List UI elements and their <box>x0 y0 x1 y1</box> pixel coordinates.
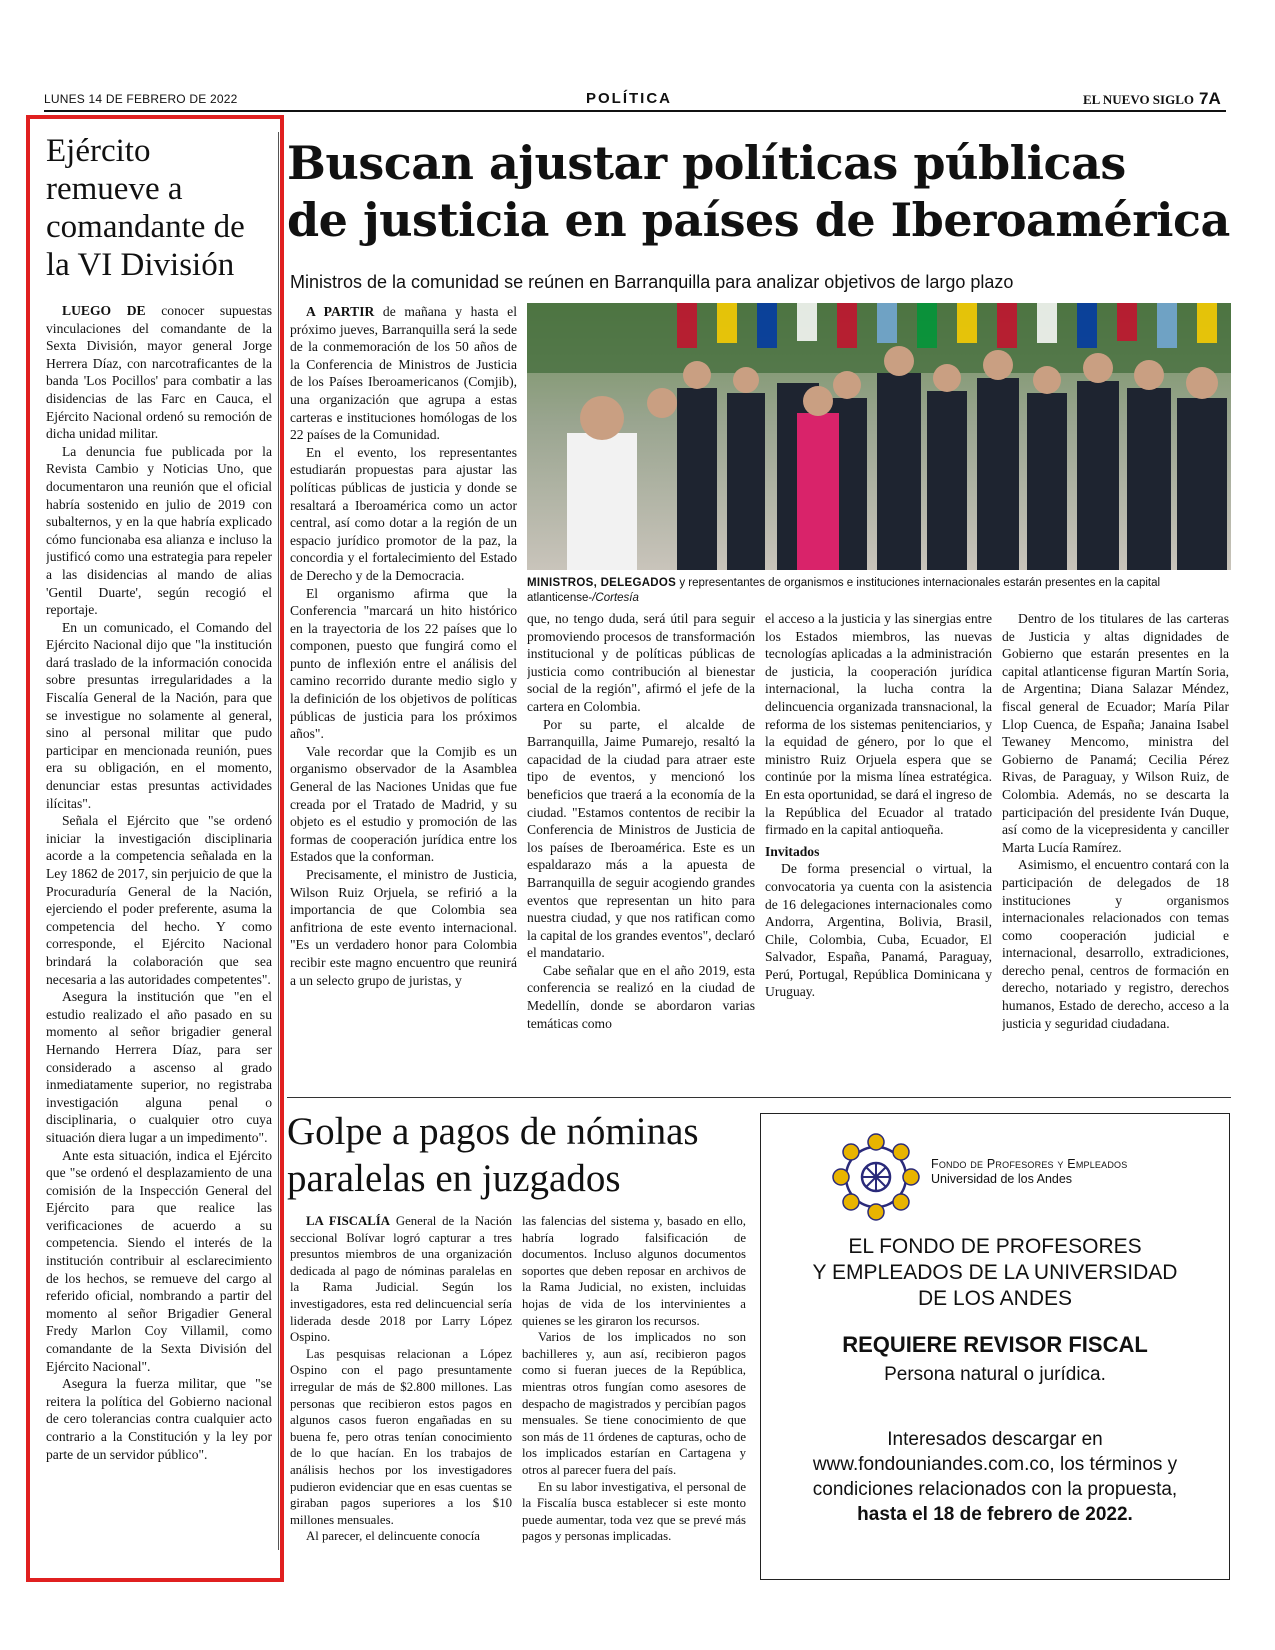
side-story-paragraph: Señala el Ejército que "se ordenó iniciar la investigación disciplinaria acorde a la competencia señalada en la Ley 1862 de 2017, sin perjuicio de que la Procuraduría General de la Nación, ejerciendo el poder preferente, asuma la competencia del hecho. Y como corresponde, el Ejército Nacional brindará la colaboración que sea necesaria a las autoridades competentes". <box>46 813 272 987</box>
advertisement <box>760 1113 1230 1580</box>
ad-info <box>761 1427 1229 1527</box>
paragraph: Vale recordar que la Comjib es un organismo observador de la Asamblea General de las Naciones Unidas que fue creada por el Tratado de Madrid, y su objeto es el estudio y promoción de las formas de cooperación jurídica entre los Estados que la conforman. <box>290 743 517 865</box>
side-story-paragraph: Asegura la institución que "en el estudio realizado el año pasado en su momento al señor brigadier general Hernando Herrera Díaz, para ser considerado a ascenso al grado inmediatamente superior, no registraba investigación alguna penal o disciplinaria, o cualquier otro cuya situación diera lugar a un impedimento". <box>46 989 272 1145</box>
photo-caption <box>527 576 1227 606</box>
fund-logo-icon <box>831 1132 921 1222</box>
ad-title-line: Y EMPLEADOS DE LA UNIVERSIDAD <box>812 1261 1178 1284</box>
side-story-paragraph: Asegura la fuerza militar, que "se reitera la política del Gobierno nacional de cero tolerancias contra cualquier acto contrario a la Constitución y la ley por parte de un servidor público". <box>46 1376 272 1462</box>
caption-lead: MINISTROS, DELEGADOS <box>527 577 677 589</box>
story2-lead: LA FISCALÍA <box>306 1214 391 1228</box>
main-story-column-2 <box>527 610 755 1092</box>
paragraph: Las pesquisas relacionan a López Ospino con el pago presuntamente irregular de más de $2.800 millones. Las personas que recibieron estos pagos en algunos casos fueron engañadas en su buena fe, pero otras tenían conocimiento de lo que hacían. En los trabajos de análisis hechos por los investigadores pudieron evidenciar que en esas cuentas se giraban pagos superiores a los $10 millones mensuales. <box>290 1346 512 1527</box>
column-rule <box>278 132 279 1550</box>
header-rule <box>44 110 1226 112</box>
side-story-paragraph: Ante esta situación, indica el Ejército que "se ordenó el desplazamiento de una comisión de la Inspección General del Ejército para que realice las verificaciones de acuerdo a su competencia. Siendo el interés de la institución contribuir al esclarecimiento de los hechos, se remueve del cargo al referido oficial, nombrando a partir del momento al señor Brigadier General Fredy Marlon Coy Villamil, como comandante de la Sexta División del Ejército Nacional". <box>46 1147 272 1374</box>
paragraph: El organismo afirma que la Conferencia "marcará un hito histórico en la trayectoria de los 22 países que lo componen, puesto que fungirá como el punto de inflexión entre el análisis del camino recorrido durante medio siglo y la definición de los objetivos de políticas públicas de justicia para los próximos años". <box>290 585 517 742</box>
ad-deadline: hasta el 18 de febrero de 2022. <box>857 1504 1133 1525</box>
paragraph: Dentro de los titulares de las carteras de Justicia y altas dignidades de Gobierno que estarán presentes en la capital atlanticense figuran Martín Soria, de Argentina; Diana Salazar Méndez, fiscal general de Ecuador; María Pilar Llop Cuenca, de España; Janaina Isabel Tewaney Mencomo, ministra del Gobierno de Panamá; Cecilia Pérez Rivas, de Paraguay, y Wilson Ruiz, de Colombia. Además, no se descarta la participación del presidente Iván Duque, así como de la vicepresidenta y canciller Marta Lucía Ramírez. <box>1002 611 1229 855</box>
paragraph: Asimismo, el encuentro contará con la participación de delegados de 18 instituciones y organismos internacionales relacionados con temas como cooperación judicial e internacional, desarrollo, extradiciones, derecho penal, centros de formación en derecho, notariado y registro, derechos humanos, Estado de derecho, acceso a la justicia y seguridad ciudadana. <box>1002 857 1229 1031</box>
paragraph: de mañana y hasta el próximo jueves, Barranquilla será la sede de la conmemoración de los 50 años de la Conferencia de Ministros de Justicia de los Países Iberoamericanos (Comjib), una organización que agrupa a estas carteras e instituciones homólogas de los 22 países de la Comunidad. <box>290 304 517 443</box>
university-name: Universidad de los Andes <box>931 1172 1073 1186</box>
photo-credit: /Cortesía <box>592 592 639 604</box>
paragraph: Al parecer, el delincuente conocía <box>306 1529 480 1544</box>
main-story-column-4 <box>1002 610 1229 1092</box>
ad-requirement-detail: Persona natural o jurídica. <box>884 1364 1106 1385</box>
main-headline-line: Buscan ajustar políticas públicas <box>287 136 1126 190</box>
side-story-paragraph: En un comunicado, el Comando del Ejército Nacional dijo que "la institución dará traslado de la información conocida sobre presuntas irregularidades a la Fiscalía General de la Nación, para que se investigue no solamente al general, sino al personal militar que pudo participar en mencionada reunión, pues era su obligación, en el momento, denunciar estas presuntas actividades ilícitas". <box>46 619 272 811</box>
paragraph: que, no tengo duda, será útil para seguir promoviendo procesos de transformación institucional y de políticas públicas de justicia como contribución al bienestar social de la región", afirmó el jefe de la cartera en Colombia. <box>527 611 755 714</box>
ad-info-line: www.fondouniandes.com.co, los términos y <box>812 1454 1178 1475</box>
fund-name: Fondo de Profesores y Empleados <box>931 1157 1128 1171</box>
story2-column-2 <box>522 1213 746 1571</box>
main-story-column-1 <box>290 303 517 1093</box>
ad-title-line: EL FONDO DE PROFESORES <box>848 1235 1142 1258</box>
ad-title-line: DE LOS ANDES <box>917 1287 1073 1310</box>
ad-info-line: Interesados descargar en <box>887 1429 1103 1450</box>
ad-requirement: REQUIERE REVISOR FISCAL <box>842 1332 1148 1357</box>
side-story-body <box>46 302 272 1572</box>
paragraph: Por su parte, el alcalde de Barranquilla, Jaime Pumarejo, resaltó la capacidad de la ciudad para atraer este tipo de eventos, y mencionó los beneficios que traerá a la economía de la ciudad. "Estamos contentos de recibir la Conferencia de Ministros de Justicia de los países de Iberoamérica. Este es un espaldarazo más a la apuesta de Barranquilla de seguir acogiendo grandes eventos que representan un hito para nuestra ciudad, y que nos ratifican como la capital de los grandes eventos", declaró el mandatario. <box>527 716 755 961</box>
main-story-column-3 <box>765 610 992 1092</box>
paragraph: las falencias del sistema y, basado en ello, habría logrado falsificación de documentos. Incluso algunos documentos soportes que deben reposar en archivos de la Rama Judicial, no existen, incluidas hojas de vida de los intervinientes a quienes se les giraron los recursos. <box>522 1214 746 1328</box>
paragraph: En su labor investigativa, el personal de la Fiscalía busca establecer si este monto puede aumentar, toda vez que se prevé más pagos y personas implicadas. <box>522 1479 746 1544</box>
side-story-paragraph: La denuncia fue publicada por la Revista Cambio y Noticias Uno, que documentaron una reunión que el oficial habría sostenido en julio de 2019 con subalternos, y en la que habría explicado cómo funcionaba esa alianza e incluso la justificó como una estrategia para repeler a las disidencias al mando de alias 'Gentil Duarte', según recogió el reportaje. <box>46 443 272 618</box>
paragraph: En el evento, los representantes estudiarán propuestas para ajustar las políticas públicas de justicia y donde se resaltará a Iberoamérica como un actor central, así como dotar a la región de un espacio jurídico promotor de la paz, la concordia y el fortalecimiento del Estado de Derecho y de la Democracia. <box>290 444 517 583</box>
paragraph: Varios de los implicados no son bachilleres y, aun así, recibieron pagos como si fueran jueces de la República, mientras otros fungían como asesores de despacho de magistrados y percibían pagos mensuales. Se tiene conocimiento de que son más de 11 órdenes de capturas, ocho de los implicados estarían en Cartagena y otros al parecer fuera del país. <box>522 1330 746 1477</box>
paragraph: De forma presencial o virtual, la convocatoria ya cuenta con la asistencia de 16 delegaciones internacionales como Andorra, Argentina, Bolivia, Brasil, Chile, Colombia, Cuba, Ecuador, El Salvador, España, Panamá, Paraguay, Perú, Portugal, República Dominicana y Uruguay. <box>765 861 992 1000</box>
newspaper-name: EL NUEVO SIGLO <box>1083 92 1194 107</box>
story2-headline: Golpe a pagos de nóminas paralelas en juzgados <box>287 1110 699 1200</box>
ad-title <box>761 1234 1229 1312</box>
main-headline <box>287 135 1247 249</box>
side-story-headline: Ejército remueve a comandante de la VI División <box>46 133 245 283</box>
side-story-paragraph: conocer supuestas vinculaciones del comandante de la Sexta División, mayor general Jorge Herrera Díaz, con narcotraficantes de la banda 'Los Pocillos' para combatir a las disidencias de las Farc en Cauca, el Ejército Nacional ordenó su remoción de dicha unidad militar. <box>46 303 272 442</box>
section-subhead: Invitados <box>765 843 820 859</box>
main-headline-line: de justicia en países de Iberoamérica <box>287 193 1230 247</box>
page-number: 7A <box>1199 89 1221 108</box>
issue-date: LUNES 14 DE FEBRERO DE 2022 <box>44 92 238 106</box>
main-subheadline: Ministros de la comunidad se reúnen en Barranquilla para analizar objetivos de largo plazo <box>290 272 1014 292</box>
group-photo <box>527 303 1231 570</box>
paragraph: Cabe señalar que en el año 2019, esta conferencia se realizó en la ciudad de Medellín, donde se abordaron varias temáticas como <box>527 962 755 1031</box>
side-story-lead: LUEGO DE <box>62 303 146 318</box>
section-name: POLÍTICA <box>586 90 672 107</box>
ad-info-line: condiciones relacionados con la propuesta, <box>812 1479 1178 1500</box>
story2-column-1 <box>290 1213 512 1571</box>
paragraph: General de la Nación seccional Bolívar logró capturar a tres presuntos miembros de una organización dedicada al pago de nóminas paralelas en la Rama Judicial. Según los investigadores, esta red delincuencial sería liderada desde 2018 por Larry López Ospino. <box>290 1214 512 1345</box>
section-divider <box>287 1097 1231 1098</box>
paragraph: el acceso a la justicia y las sinergias entre los Estados miembros, las nuevas tecnologías aplicadas a la administración de justicia, la cooperación jurídica internacional, la lucha contra la delincuencia organizada transnacional, la reforma de los sistemas penitenciarios, y la equidad de género, por lo que el ministro Ruiz Orjuela espera que se continúe por la misma línea estratégica. En esta oportunidad, se dará el ingreso de la República del Ecuador al tratado firmado en la capital antioqueña. <box>765 611 992 838</box>
main-story-lead: A PARTIR <box>306 304 375 319</box>
caption-text: y representantes de organismos e instituciones internacionales estarán presentes en la capital atlanticense- <box>527 577 1161 604</box>
paragraph: Precisamente, el ministro de Justicia, Wilson Ruiz Orjuela, se refirió a la importancia de que Colombia sea anfitriona de este evento internacional. "Es un verdadero honor para Colombia recibir este magno encuentro que reunirá a un selecto grupo de juristas, y <box>290 867 517 988</box>
